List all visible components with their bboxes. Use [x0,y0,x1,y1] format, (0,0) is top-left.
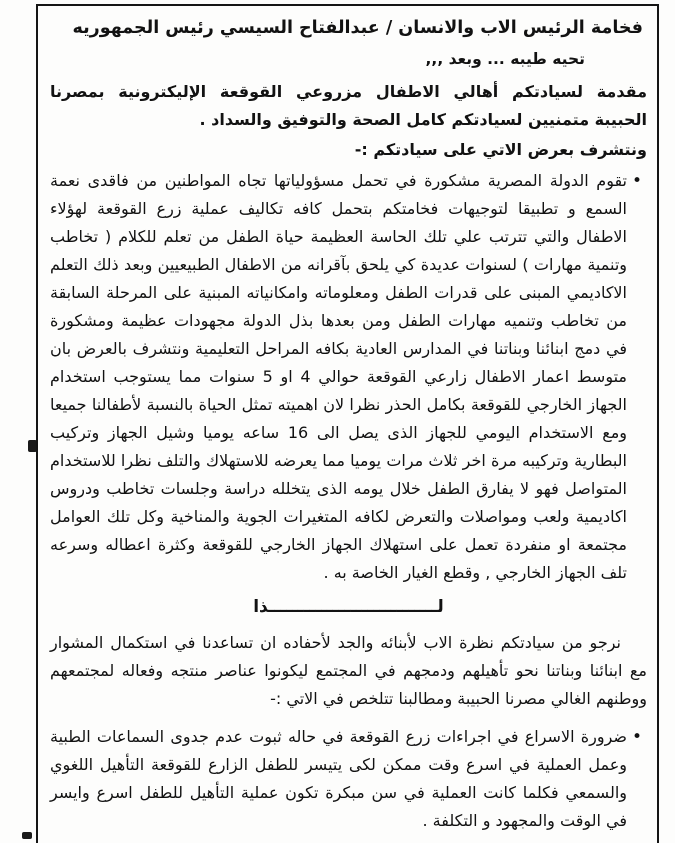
point-paragraph: تقوم الدولة المصرية مشكورة في تحمل مسؤولياتها تجاه المواطنين من فاقدى نعمة السمع و تطبيقا لتوجيهات فخامتكم بتحمل كافه تكاليف عملية زرع القوقعة لهؤلاء الاطفال والتي تترتب علي تلك الحاسة العظيمة حياة الطفل من تعلم للكلام ( تخاطب وتنمية مهارات ) لسنوات عديدة كي يلحق بآقرانه من الاطفال الطبيعيين وبعد ذلك التعلم الاكاديمي المبنى على قدرات الطفل ومعلوماته وامكانياته المبنية على المرحلة السابقة من تخاطب وتنميه مهارات الطفل ومن بعدها بذل الدولة مجهودات عظيمة ومشكورة في دمج ابنائنا وبناتنا في المدارس العادية بكافه المراحل التعليمية ونتشرف بالعرض بان متوسط اعمار الاطفال زارعي القوقعة حوالي 4 او 5 سنوات مما يستوجب استخدام الجهاز الخارجي للقوقعة بكامل الحذر نظرا لان اهميته تمثل الحياة بالنسبة لأطفالنا جميعا ومع الاستخدام اليومي للجهاز الذى يصل الى 16 ساعه يوميا وشيل الجهاز وتركيب البطارية وتركيبه مرة اخر ثلاث مرات يوميا مما يعرضه للاستهلاك والتلف نظرا للاستخدام المتواصل فهو لا يفارق الطفل خلال يومه الذى يتخلله دراسة وجلسات تخاطب ودروس اكاديمية ولعب ومواصلات والتعرض لكافه المتغيرات الجوية والمناخية وكل تلك العوامل مجتمعة او منفردة تعمل على استهلاك الجهاز الخارجي للقوقعة وكثرة اعطاله وسرعه تلف الجهاز الخارجي , وقطع الغيار الخاصة به . [50,171,627,582]
lead-in-line: ونتشرف بعرض الاتي على سيادتكم :- [354,140,647,159]
scan-artifact [22,832,32,839]
greeting-line: تحيه طيبه ... وبعد ,,, [425,50,585,68]
bullet-icon: • [631,727,643,747]
bullet-icon: • [631,171,643,191]
page-border-frame [36,4,659,843]
appeal-paragraph: نرجو من سيادتكم نظرة الاب لأبنائه والجد لأحفاده ان تساعدنا في استكمال المشوار مع ابنائنا وبناتنا نحو تأهيلهم ودمجهم في المجتمع ليكونوا عناصر منتجه وفعاله لمجتمعهم ووطنهم الغالي مصرنا الحبيبة ومطالبنا تتلخص في الاتي :- [50,633,647,708]
demand-paragraph: ضرورة الاسراع في اجراءات زرع القوقعة في حاله ثبوت عدم جدوى السماعات الطبية وعمل العملية في اسرع وقت ممكن لكى يتيسر للطفل الزارع للقوقعة التأهيل اللغوي والسمعي فكلما كانت العملية في سن مبكرة تكون عملية التأهيل للطفل اسرع وايسر في الوقت والمجهود و التكلفة . [50,727,627,830]
lidha-heading: لـــــــــــــــــــــــــــــذا [253,597,444,617]
letter-title: فخامة الرئيس الاب والانسان / عبدالفتاح السيسي رئيس الجمهوريه [72,18,643,38]
list-item [50,723,647,835]
intro-paragraph: مقدمة لسيادتكم أهالي الاطفال مزروعي القوقعة الإليكترونية بمصرنا الحبيبة متمنيين لسيادتكم كامل الصحة والتوفيق والسداد . [50,82,647,129]
list-item [50,167,647,587]
